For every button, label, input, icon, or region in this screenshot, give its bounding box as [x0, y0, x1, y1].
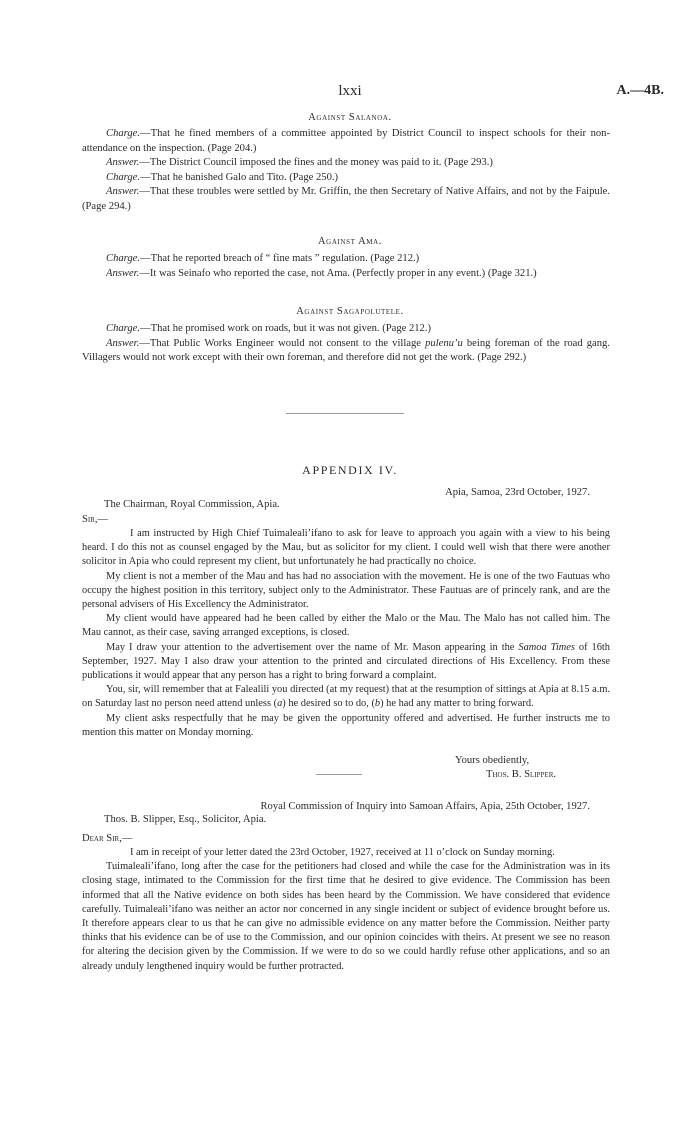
appendix-title: APPENDIX IV.	[302, 463, 398, 477]
letter1-salutation: Sir,—	[82, 514, 109, 525]
entry-answer: Answer.—That Public Works Engineer would not consent to the village pulenu’u being foreman of the road gang. Villagers would not work except with their own foreman, and therefore did not get the work. (Page 292.)	[82, 337, 610, 363]
letter-paragraph: My client would have appeared had he been called by either the Malo or the Mau. The Malo has not called him. The Mau cannot, as their case, saving arranged exceptions, is closed.	[82, 613, 610, 639]
section-body-salanoa	[82, 127, 610, 214]
section-divider	[286, 413, 404, 414]
page-number: lxxi	[338, 83, 362, 99]
letter1-signature: Thos. B. Slipper.	[486, 769, 557, 780]
entry-answer: Answer.—It was Seinafo who reported the case, not Ama. (Perfectly proper in any event.) (Page 321.)	[106, 267, 537, 279]
entry-answer: Answer.—That these troubles were settled by Mr. Griffin, the then Secretary of Native Affairs, and not by the Faipule. (Page 294.)	[82, 186, 610, 212]
letter-paragraph: I am in receipt of your letter dated the 23rd October, 1927, received at 11 o’clock on Sunday morning.	[130, 847, 555, 858]
signature-divider	[316, 774, 362, 775]
letter1-body	[82, 527, 610, 740]
section-heading-sagapolutele: Against Sagapolutele.	[296, 306, 404, 317]
letter2-body	[82, 846, 610, 974]
letter1-closing: Yours obediently,	[455, 755, 530, 766]
letter1-place-date: Apia, Samoa, 23rd October, 1927.	[445, 487, 590, 498]
document-reference: A.—4B.	[616, 83, 664, 98]
letter2-addressee: Thos. B. Slipper, Esq., Solicitor, Apia.	[104, 814, 267, 825]
section-body-ama	[82, 252, 610, 281]
entry-charge: Charge.—That he banished Galo and Tito. (Page 250.)	[106, 171, 339, 183]
section-heading-ama: Against Ama.	[318, 236, 382, 247]
entry-charge: Charge.—That he reported breach of “ fine mats ” regulation. (Page 212.)	[106, 253, 420, 264]
entry-answer: Answer.—The District Council imposed the fines and the money was paid to it. (Page 293.)	[106, 157, 493, 168]
letter-paragraph: May I draw your attention to the advertisement over the name of Mr. Mason appearing in the Samoa Times of 16th September, 1927. May I also draw your attention to the printed and circulated directions of His Excellency. From these publications it would appear that any person has a right to bring forward a complaint.	[82, 641, 610, 682]
letter-paragraph: You, sir, will remember that at Falealili you directed (at my request) that at the resumption of sittings at Apia at 8.15 a.m. on Saturday last no person need attend unless (a) he desired so to do, (b) he had any matter to bring forward.	[82, 684, 610, 710]
letter-paragraph: Tuimaleali’ifano, long after the case for the petitioners had closed and while the case for the Administration was in its closing stage, intimated to the Commission for the first time that he desired to give evidence. The Commission has been informed that all the Native evidence on both sides has been heard by the Commission. We have considered that evidence carefully. Tuimaleali’ifano was neither an actor nor concerned in any single incident or subject of evidence brought before us. It therefore appears clear to us that he can give no admissible evidence on any matter before the Commission. Neither party thinks that his evidence can be of use to the Commission, and our opinion coincides with theirs. At present we see no reason for altering the decision given by the Commission. If we were to do so we could hardly refuse other applications, and so an already unduly lengthened inquiry would be further protracted.	[82, 861, 610, 972]
letter2-place-date: Royal Commission of Inquiry into Samoan Affairs, Apia, 25th October, 1927.	[260, 801, 590, 812]
section-body-sagapolutele	[82, 322, 610, 366]
letter2-salutation: Dear Sir,—	[82, 833, 133, 844]
letter-paragraph: My client asks respectfully that he may be given the opportunity offered and advertised. He further instructs me to mention this matter on Monday morning.	[82, 712, 610, 738]
section-heading-salanoa: Against Salanoa.	[308, 112, 392, 123]
letter-paragraph: I am instructed by High Chief Tuimaleali’ifano to ask for leave to approach you again with a view to his being heard. I do this not as counsel engaged by the Mau, but as solicitor for my client. I could well wish that there were another solicitor in Apia who could represent my client, but unfortunately he had practically no choice.	[82, 528, 610, 568]
entry-charge: Charge.—That he fined members of a committee appointed by District Council to inspect schools for their non-attendance on the inspection. (Page 204.)	[82, 128, 610, 154]
letter-paragraph: My client is not a member of the Mau and has had no association with the movement. He is one of the two Fautuas who occupy the highest position in this territory, subject only to the Administrator. These Fautuas are of princely rank, and are the personal advisers of His Excellency the Administrator.	[82, 570, 610, 611]
entry-charge: Charge.—That he promised work on roads, but it was not given. (Page 212.)	[106, 323, 432, 334]
letter1-addressee: The Chairman, Royal Commission, Apia.	[104, 499, 280, 510]
